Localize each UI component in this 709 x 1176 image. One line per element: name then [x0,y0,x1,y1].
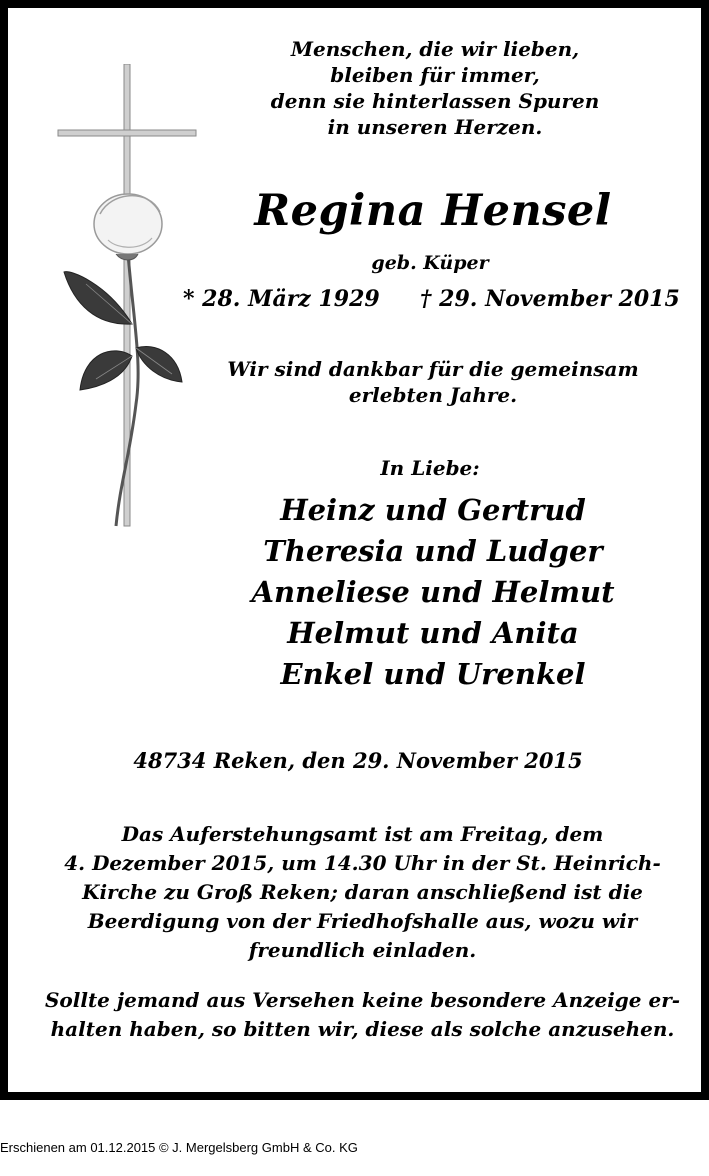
birth-date: * 28. März 1929 [183,286,380,312]
service-line: 4. Dezember 2015, um 14.30 Uhr in der St. Heinrich- [64,851,661,875]
deceased-name: Regina Hensel [254,186,612,236]
family-list [208,490,658,695]
cross-rose-icon [56,64,201,534]
quote-line: bleiben für immer, [330,63,540,87]
notice-text [28,986,697,1044]
thanks-line: Wir sind dankbar für die gemeinsam [227,357,639,381]
service-line: Das Auferstehungsamt ist am Freitag, dem [121,822,604,846]
service-line: freundlich einladen. [248,938,477,962]
family-member: Enkel und Urenkel [280,657,586,691]
service-line: Kirche zu Groß Reken; daran anschließend ist die [82,880,643,904]
family-member: Heinz und Gertrud [280,493,586,527]
thanks-line: erlebten Jahre. [348,383,518,407]
notice-line: Sollte jemand aus Versehen keine besondere Anzeige er- [44,988,681,1012]
quote-line: Menschen, die wir lieben, [290,37,580,61]
service-text [28,820,697,965]
death-date: † 29. November 2015 [420,286,680,312]
quote-line: in unseren Herzen. [327,115,543,139]
place-date: 48734 Reken, den 29. November 2015 [133,748,583,773]
thanks-text [208,356,658,408]
publication-footer: Erschienen am 01.12.2015 © J. Mergelsberg GmbH & Co. KG [0,1140,358,1155]
family-member: Anneliese und Helmut [251,575,615,609]
notice-line: halten haben, so bitten wir, diese als solche anzusehen. [50,1017,675,1041]
memorial-quote [240,36,630,140]
quote-line: denn sie hinterlassen Spuren [270,89,600,113]
in-love-label: In Liebe: [380,456,480,480]
service-line: Beerdigung von der Friedhofshalle aus, wozu wir [87,909,638,933]
family-member: Theresia und Ludger [263,534,603,568]
birth-name: geb. Küper [371,252,489,274]
family-member: Helmut und Anita [287,616,579,650]
